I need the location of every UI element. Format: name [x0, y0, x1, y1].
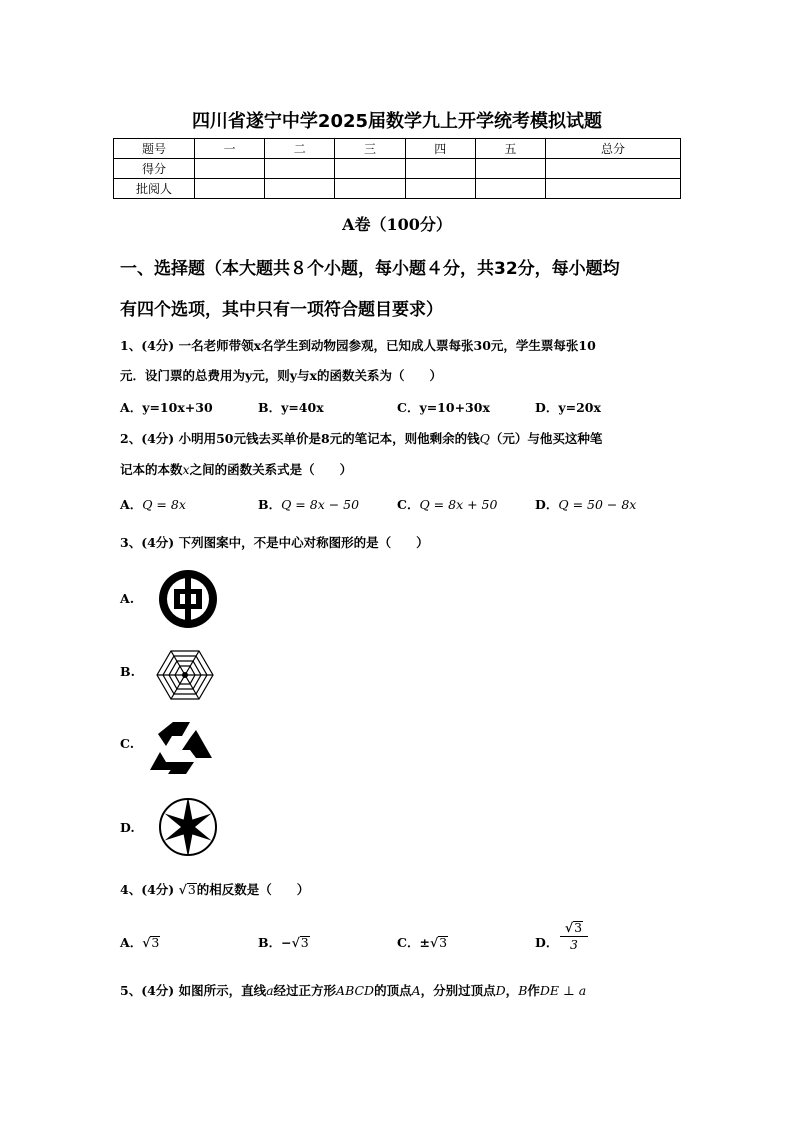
score-row-label: 批阅人: [114, 179, 195, 199]
option-radicand: 3: [574, 920, 583, 935]
option-label: A．: [120, 935, 143, 950]
option-label: B．: [258, 935, 282, 950]
score-cell: [546, 159, 681, 179]
q4-text: 4、(4分): [120, 882, 175, 897]
q2-text: 之间的函数关系式是（ ）: [189, 462, 353, 477]
q5-var: a: [266, 983, 274, 998]
q1-option-d: D．y=20x: [535, 400, 601, 415]
score-table-row: [114, 159, 681, 179]
fraction-denominator: 3: [570, 937, 578, 952]
q5-var: D: [495, 983, 506, 998]
q4-text: 的相反数是（ ）: [196, 882, 310, 897]
option-label: B．: [258, 497, 282, 512]
option-label: C．: [397, 935, 420, 950]
option-label: A．: [120, 497, 143, 512]
q4-option-c: C．±√3: [397, 935, 448, 950]
q2-option-d: [535, 495, 636, 513]
hexagon-web-icon: [145, 648, 225, 702]
q2-text: （元）与他买这种笔: [489, 431, 603, 446]
score-cell: [335, 159, 405, 179]
score-header-cell: 一: [195, 139, 265, 159]
bank-of-china-logo-icon: [152, 565, 224, 631]
score-header-cell: 总分: [546, 139, 681, 159]
option-label: D．: [535, 497, 559, 512]
score-header-cell: 五: [475, 139, 545, 159]
part1-heading-line1: 一、选择题（本大题共８个小题，每小题４分，共32分，每小题均: [120, 259, 620, 279]
option-radicand: 3: [300, 935, 309, 950]
q3-label-a: A.: [120, 591, 135, 606]
q1-option-a: A．y=10x+30: [120, 400, 213, 415]
score-table-header-row: [114, 139, 681, 159]
q5-stem: [120, 981, 680, 999]
option-prefix: ±: [419, 935, 430, 950]
q3-label-c: C.: [120, 736, 135, 751]
q2-stem-line1: [120, 429, 680, 447]
star-of-david-circle-icon: [145, 794, 231, 860]
q5-text: 经过正方形: [273, 983, 337, 998]
score-header-cell: 题号: [114, 139, 195, 159]
q2-var-x: x: [182, 462, 190, 477]
q5-var: ABCD: [336, 983, 375, 998]
q1-stem-line2: 元．设门票的总费用为y元，则y与x的函数关系为（ ）: [120, 368, 442, 383]
score-table: [113, 138, 681, 199]
score-cell: [475, 159, 545, 179]
score-header-cell: 二: [265, 139, 335, 159]
q4-option-d-fraction: [560, 920, 588, 952]
option-expr: Q = 8x + 50: [419, 497, 498, 512]
score-row-label: 得分: [114, 159, 195, 179]
q1-option-c: C．y=10+30x: [397, 400, 490, 415]
q5-var: DE ⊥ a: [539, 983, 587, 998]
q4-stem: [120, 880, 680, 898]
option-label: D．: [535, 935, 559, 950]
option-prefix: −: [281, 935, 292, 950]
q4-sqrt: √3: [178, 882, 196, 897]
q5-text: ，: [505, 983, 519, 998]
recycle-triangle-icon: [146, 718, 214, 776]
option-expr: Q = 50 − 8x: [558, 497, 637, 512]
q2-text: 记本的本数: [120, 462, 183, 477]
q5-text: 作: [527, 983, 540, 998]
fraction-numerator: √3: [560, 920, 588, 937]
q4-option-a: A．√3: [120, 935, 160, 950]
q5-text: ，分别过顶点: [420, 983, 496, 998]
q2-option-b: [258, 495, 359, 513]
exam-title: 四川省遂宁中学2025届数学九上开学统考模拟试题: [191, 111, 603, 132]
section-a-title: A卷（100分）: [342, 215, 452, 234]
q2-text: 2、(4分) 小明用50元钱去买单价是8元的笔记本，则他剩余的钱: [120, 431, 480, 446]
q2-stem-line2: [120, 460, 680, 478]
score-cell: [265, 179, 335, 199]
score-header-cell: 四: [405, 139, 475, 159]
q4-radicand: 3: [187, 882, 196, 897]
score-cell: [405, 159, 475, 179]
score-cell: [195, 179, 265, 199]
q4-option-d: [535, 933, 558, 951]
q2-option-c: [397, 495, 497, 513]
option-radicand: 3: [439, 935, 448, 950]
part1-heading-line2: 有四个选项，其中只有一项符合题目要求）: [120, 300, 443, 320]
score-cell: [405, 179, 475, 199]
q1-stem-line1: 1、(4分) 一名老师带领x名学生到动物园参观，已知成人票每张30元，学生票每张10: [120, 338, 596, 353]
option-radicand: 3: [151, 935, 160, 950]
score-table-row: [114, 179, 681, 199]
score-cell: [265, 159, 335, 179]
q5-text: 的顶点: [374, 983, 412, 998]
q2-var-q: Q: [479, 431, 490, 446]
q5-var: B: [518, 983, 528, 998]
q3-label-b: B.: [120, 664, 135, 679]
q4-option-b: B．−√3: [258, 935, 309, 950]
score-cell: [475, 179, 545, 199]
q3-stem: 3、(4分) 下列图案中，不是中心对称图形的是（ ）: [120, 535, 429, 550]
score-header-cell: 三: [335, 139, 405, 159]
q2-option-a: [120, 495, 186, 513]
q1-option-b: B．y=40x: [258, 400, 324, 415]
q5-var: A: [411, 983, 421, 998]
q3-label-d: D.: [120, 820, 135, 835]
score-cell: [546, 179, 681, 199]
option-label: C．: [397, 497, 420, 512]
option-expr: Q = 8x − 50: [281, 497, 360, 512]
score-cell: [335, 179, 405, 199]
q5-text: 5、(4分) 如图所示，直线: [120, 983, 267, 998]
option-expr: Q = 8x: [142, 497, 186, 512]
score-cell: [195, 159, 265, 179]
